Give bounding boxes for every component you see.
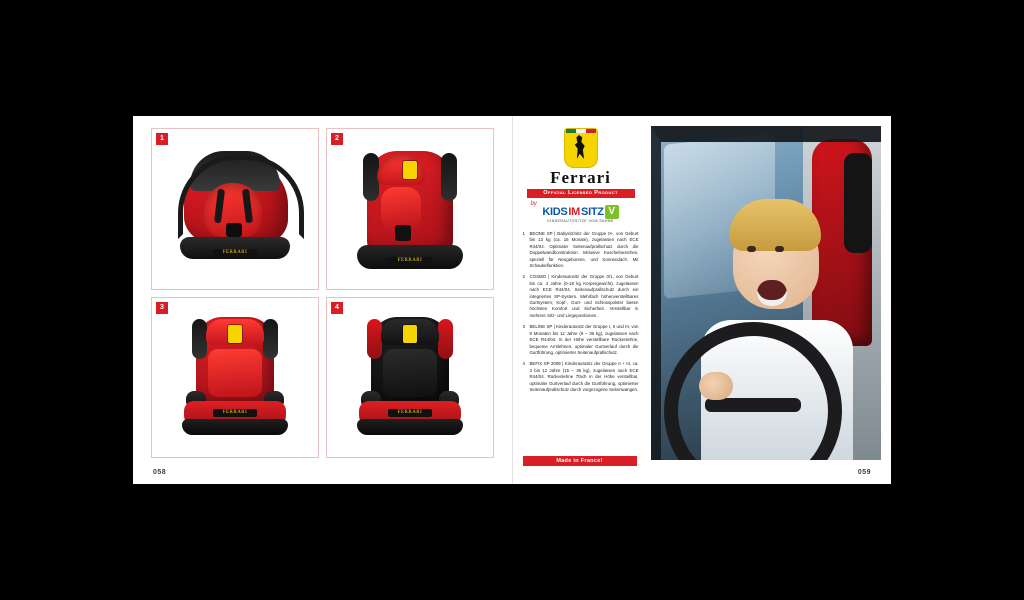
made-in-france-bar: Made in France! [523, 456, 637, 466]
logo-sitz-text: SITZ [581, 206, 604, 218]
description-number: 1 [522, 231, 525, 236]
description-number: 2 [522, 274, 525, 280]
product-photo-2[interactable] [326, 128, 494, 290]
description-item [523, 231, 639, 269]
ferrari-shield-icon [564, 128, 598, 168]
booster-seat-illustration [327, 298, 493, 458]
brand-block [523, 128, 639, 223]
description-item [523, 324, 639, 356]
logo-v-mark: V [605, 205, 619, 219]
infant-carrier-illustration [152, 129, 318, 289]
photo-number-badge: 4 [331, 302, 343, 314]
description-item [523, 274, 639, 319]
catalogue-spread [133, 116, 891, 484]
page-number-right: 059 [857, 469, 871, 476]
logo-kids-text: KIDS [542, 206, 568, 218]
description-item [523, 361, 639, 393]
product-description-list [523, 231, 639, 393]
photo-number-badge: 1 [156, 133, 168, 145]
ferrari-wordmark-decal: FERRARI [388, 409, 432, 417]
car-window-frame [651, 126, 882, 460]
ferrari-wordmark-decal: FERRARI [213, 249, 257, 257]
by-label: by [530, 201, 537, 207]
logo-im-text: IM [568, 206, 581, 218]
highback-booster-illustration [152, 298, 318, 458]
product-photo-3[interactable] [151, 297, 319, 459]
official-licensed-product-bar: Official Licensed Product [527, 189, 635, 198]
ferrari-wordmark-decal: FERRARI [388, 257, 432, 265]
photo-number-badge: 2 [331, 133, 343, 145]
lifestyle-photo [651, 126, 882, 460]
right-page [513, 116, 892, 484]
kidsimsitz-logo [523, 205, 639, 219]
description-number: 3 [522, 324, 525, 330]
product-photo-grid [151, 128, 494, 458]
product-photo-1[interactable] [151, 128, 319, 290]
logo-tagline: KINDERAUTOSITZE VOM SAHNE [547, 219, 614, 223]
product-photo-4[interactable] [326, 297, 494, 459]
photo-number-badge: 3 [156, 302, 168, 314]
shield-icon [228, 325, 242, 343]
shield-icon [403, 325, 417, 343]
convertible-seat-illustration [327, 129, 493, 289]
description-text: BELINE SP | Kinderautositz der Gruppe I, II und III, von 8 Monaten bis 12 Jahre (9 – 36 kg), zugelassen nach ECE R44/04. In der Höhe verstellbare Rückenlehne, bequeme Armlehnen, optimaler Gurtverlauf durch die Gurtführung, optimierter Seitenaufprallschutz. [529, 324, 639, 355]
shield-icon [403, 161, 417, 179]
description-text: BEONE SP | Babysitz/sitz der Gruppe 0+, von Geburt bis 13 kg (ca. 15 Monate), zugelassen nach ECE R44/04. Optimaler Seitenaufprallschutz durch die Doppelwandkonstruktion. Inklusive Kuschelnestchen, speziell für Neugeborene, und Sonnendach. Mit Schaukelfunktion. [529, 231, 639, 269]
description-number: 4 [522, 361, 525, 367]
description-text: COSMO | Kinderautositz der Gruppe 0/1, von Geburt bis ca. 4 Jahre (0-18 kg Körpergewicht), zugelassen nach ECE R44/04. Seitenaufprallschutz durch ein integriertes SP-System. Mehrfach höhenverstellbares Gurtsystem, Kopf-, Gurt- und Schlosspolster bieten höchsten Komfort und Sicherheit. Verstellbar in mehrere Sitz- und Liegepositionen. [529, 274, 639, 318]
text-column [513, 116, 647, 484]
left-page [133, 116, 513, 484]
ferrari-wordmark: Ferrari [550, 168, 611, 187]
description-text: BEFIX SP 2008 | Kinderautositz der Gruppe II + III, ca. 3 bis 12 Jahre (15 – 36 kg), zugelassen nach ECE R44/04. Rückenlehne 7fach in der Höhe verstellbar, optimaler Gurtverlauf durch die Gurtführung, optimierter Seitenaufprallschutz durch vorgezogene Seitenwangen. [529, 361, 639, 392]
ferrari-wordmark-decal: FERRARI [213, 409, 257, 417]
page-number-left: 058 [153, 469, 167, 476]
